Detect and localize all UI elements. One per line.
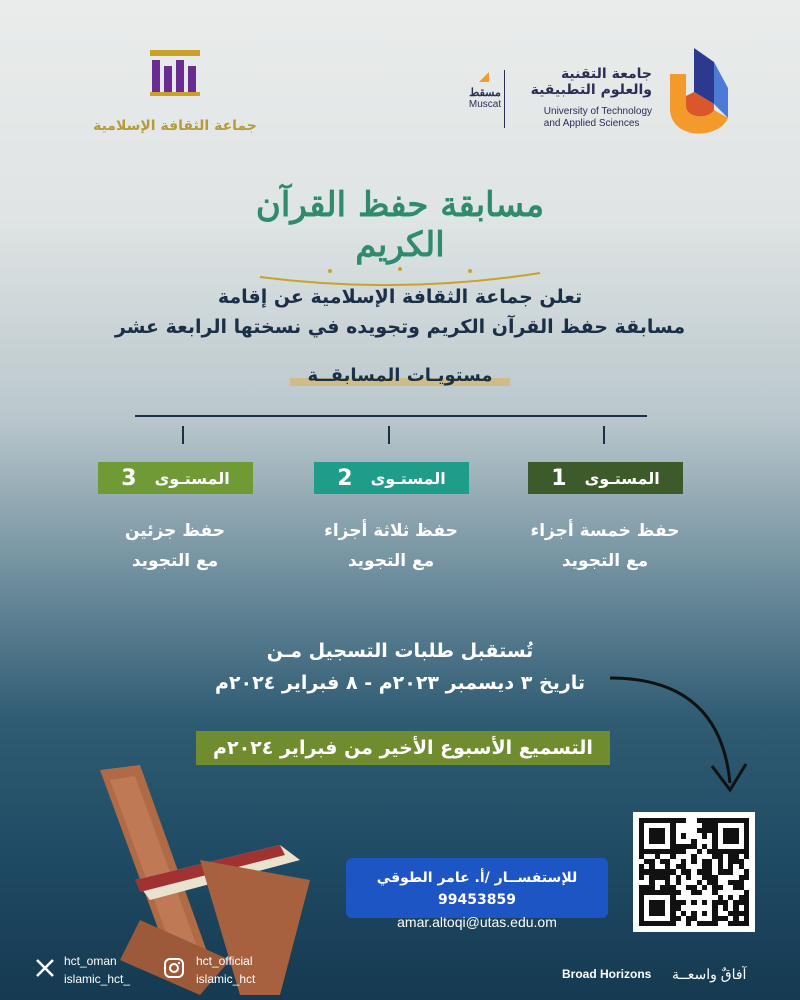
level3-desc-line2: مع التجويد [131, 551, 219, 571]
registration-line1: تُستقبل طلبات التسجيل مـن [266, 640, 534, 662]
contact-line: للإستفســار /أ. عامر الطوقي 99453859 [376, 870, 578, 908]
level1-description [510, 516, 700, 576]
slogan-en: Broad Horizons [562, 967, 652, 981]
contact-box [346, 858, 608, 930]
level1-badge [528, 462, 683, 494]
level3-connector [182, 426, 184, 444]
level3-number: 3 [121, 465, 137, 491]
ig-handle-1[interactable]: hct_official [196, 954, 253, 968]
level1-desc-line2: مع التجويد [561, 551, 649, 571]
club-logo [90, 50, 260, 140]
ig-handle-2[interactable]: islamic_hct [196, 972, 256, 986]
branch-en: Muscat [468, 99, 502, 110]
intro-line1: تعلن جماعة الثقافة الإسلامية عن إقامة [217, 286, 583, 308]
university-name-en [544, 106, 652, 130]
club-logo-mark [150, 50, 200, 96]
levels-connector [135, 415, 647, 417]
level1-number: 1 [551, 465, 567, 491]
intro-line2: مسابقة حفظ القرآن الكريم وتجويده في نسختها الرابعة عشر [114, 316, 686, 338]
university-name-en-line1: University of Technology [543, 106, 652, 117]
levels-title: مستويـات المسابقــة [307, 365, 493, 386]
level3-label: المستـوى [154, 468, 230, 488]
x-icon[interactable] [34, 957, 56, 984]
instagram-handles [196, 952, 255, 988]
recitation-announcement: التسميع الأسبوع الأخير من فبراير ٢٠٢٤م [196, 731, 610, 765]
arrow-icon [600, 668, 760, 808]
university-name-en-line2: and Applied Sciences [543, 118, 640, 129]
level3-desc-line1: حفظ جزئين [124, 521, 226, 541]
club-name: جماعة الثقافة الإسلامية [93, 118, 257, 134]
university-logo [520, 48, 730, 136]
x-handles [64, 952, 130, 988]
level1-desc-line1: حفظ خمسة أجزاء [530, 521, 680, 541]
registration-text [160, 635, 640, 699]
level2-number: 2 [337, 465, 353, 491]
x-handle-2[interactable]: islamic_hct_ [64, 972, 131, 986]
level1-label: المستـوى [584, 468, 660, 488]
level2-desc-line1: حفظ ثلاثة أجزاء [324, 521, 458, 541]
university-name-ar-line1: جامعة التقنية [560, 66, 652, 82]
registration-line2: تاريخ ٣ ديسمبر ٢٠٢٣م - ٨ فبراير ٢٠٢٤م [214, 672, 586, 694]
level2-label: المستـوى [370, 468, 446, 488]
slogan-ar: آفاقٌ واسعــة [672, 966, 747, 982]
orange-triangle-icon [479, 72, 489, 82]
level2-badge [314, 462, 469, 494]
level1-connector [603, 426, 605, 444]
level3-badge [98, 462, 253, 494]
instagram-icon[interactable] [163, 957, 185, 984]
x-handle-1[interactable]: hct_oman [64, 954, 117, 968]
level2-connector [388, 426, 390, 444]
intro-text [80, 282, 720, 342]
qr-code-pattern [639, 818, 749, 926]
registration-qr-code[interactable] [633, 812, 755, 932]
competition-title [240, 185, 560, 265]
branch-label [455, 86, 515, 110]
level2-desc-line2: مع التجويد [347, 551, 435, 571]
university-logo-mark [668, 48, 730, 136]
university-name-ar-line2: والعلوم التطبيقية [530, 82, 652, 98]
branch-ar: مسقط [469, 87, 501, 99]
contact-email[interactable]: amar.altoqi@utas.edu.om [397, 914, 557, 930]
level3-description [80, 516, 270, 576]
competition-title-text: مسابقة حفظ القرآن الكريم [255, 185, 545, 265]
level2-description [296, 516, 486, 576]
university-name-ar [531, 66, 652, 98]
